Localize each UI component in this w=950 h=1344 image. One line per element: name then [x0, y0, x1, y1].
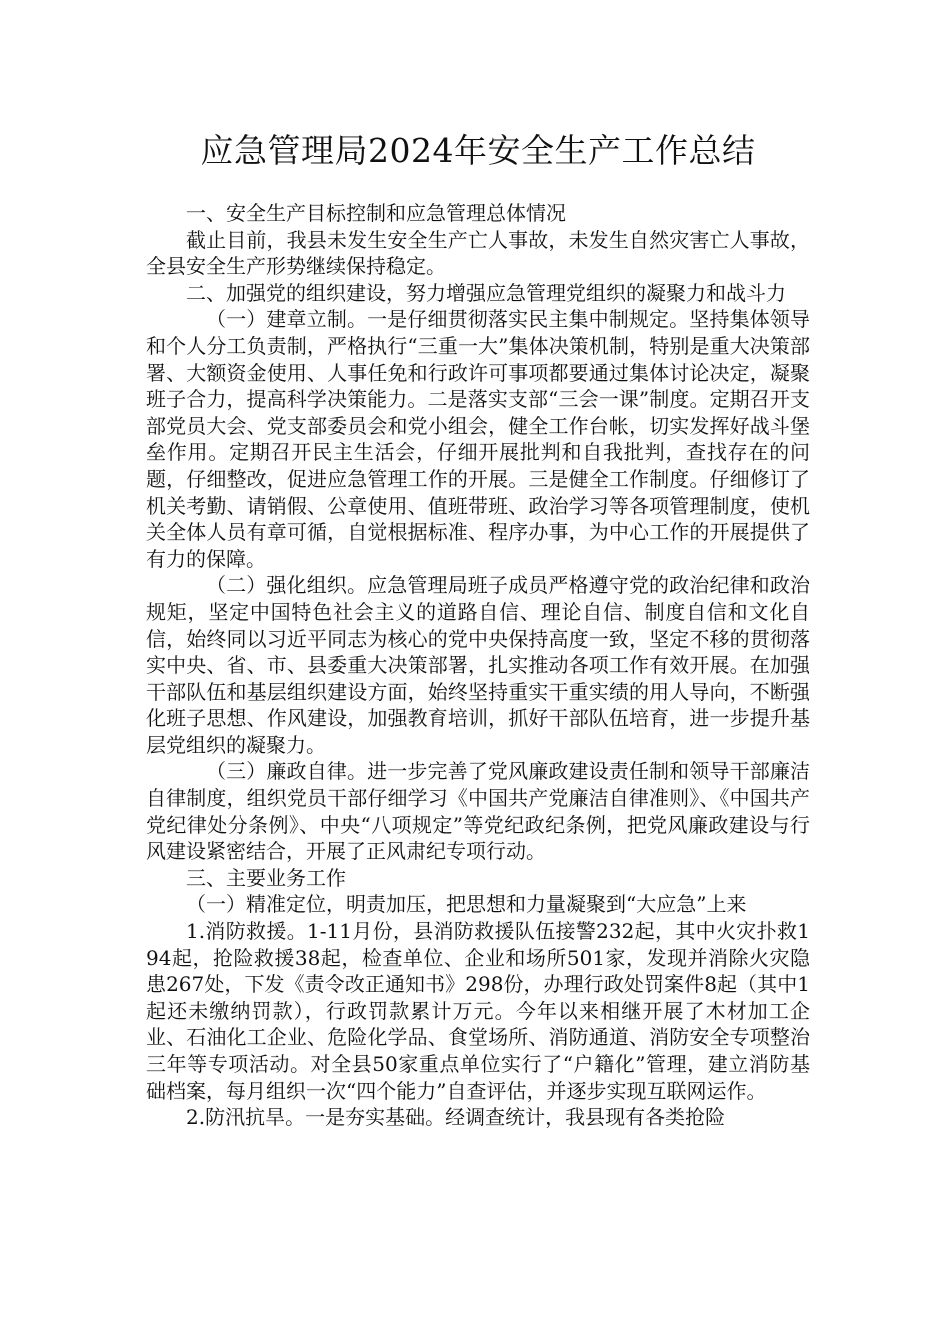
sub-heading-positioning: （一）精准定位，明责加压，把思想和力量凝聚到“大应急”上来	[186, 892, 747, 917]
sub-section-organization: （二）强化组织。应急管理局班子成员严格遵守党的政治纪律和政治规矩，坚定中国特色社会主义的道路自信、理论自信、制度自信和文化自信，始终同以习近平同志为核心的党中央保持高度一致，坚定不移的贯彻落实中央、省、市、县委重大决策部署，扎实推动各项工作有效开展。在加强干部队伍和基层组织建设方面，始终坚持重实干重实绩的用人导向，不断强化班子思想、作风建设，加强教育培训，抓好干部队伍培育，进一步提升基层党组织的凝聚力。	[146, 573, 810, 757]
body-paragraph-flood-control: 2.防汛抗旱。一是夯实基础。经调查统计，我县现有各类抢险	[186, 1105, 726, 1130]
body-paragraph-fire-rescue: 1.消防救援。1-11月份，县消防救援队伍接警232起，其中火灾扑救194起，抢险救援38起，检查单位、企业和场所501家，发现并消除火灾隐患267处，下发《责令改正通知书》298份，办理行政处罚案件8起（其中1起还未缴纳罚款），行政罚款累计万元。今年以来相继开展了木材加工企业、石油化工企业、危险化学品、食堂场所、消防通道、消防安全专项整治三年等专项活动。对全县50家重点单位实行了“户籍化”管理，建立消防基础档案，每月组织一次“四个能力”自查评估，并逐步实现互联网运作。	[146, 919, 810, 1103]
document-page	[146, 128, 810, 1131]
section-heading-2: 二、加强党的组织建设，努力增强应急管理党组织的凝聚力和战斗力	[186, 280, 786, 305]
section-heading-1: 一、安全生产目标控制和应急管理总体情况	[186, 201, 566, 225]
document-title: 应急管理局2024年安全生产工作总结	[200, 131, 756, 170]
sub-section-integrity: （三）廉政自律。进一步完善了党风廉政建设责任制和领导干部廉洁自律制度，组织党员干部仔细学习《中国共产党廉洁自律准则》、《中国共产党纪律处分条例》、中央“八项规定”等党纪政纪条例，把党风廉政建设与行风建设紧密结合，开展了正风肃纪专项行动。	[146, 759, 810, 864]
body-paragraph: 截止目前，我县未发生安全生产亡人事故，未发生自然灾害亡人事故，全县安全生产形势继续保持稳定。	[146, 227, 810, 279]
sub-section-rules: （一）建章立制。一是仔细贯彻落实民主集中制规定。坚持集体领导和个人分工负责制，严格执行“三重一大”集体决策机制，特别是重大决策部署、大额资金使用、人事任免和行政许可事项都要通过集体讨论决定，凝聚班子合力，提高科学决策能力。二是落实支部“三会一课”制度。定期召开支部党员大会、党支部委员会和党小组会，健全工作台帐，切实发挥好战斗堡垒作用。定期召开民主生活会，仔细开展批判和自我批判，查找存在的问题，仔细整改，促进应急管理工作的开展。三是健全工作制度。仔细修订了机关考勤、请销假、公章使用、值班带班、政治学习等各项管理制度，使机关全体人员有章可循，自觉根据标准、程序办事，为中心工作的开展提供了有力的保障。	[146, 307, 810, 571]
section-heading-3: 三、主要业务工作	[186, 865, 346, 890]
